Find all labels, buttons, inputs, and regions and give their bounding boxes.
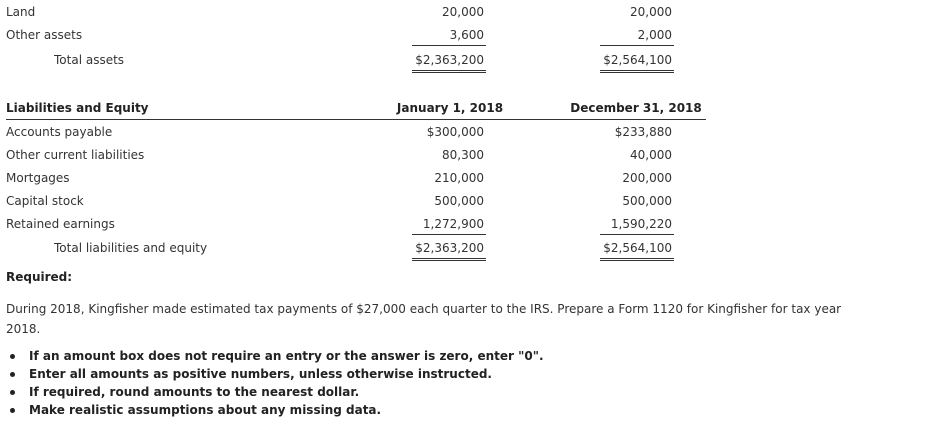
double-rule [412, 258, 486, 259]
bullet-icon [10, 390, 15, 395]
instruction-list [10, 347, 544, 419]
header-rule [6, 119, 706, 120]
dec-value: $233,880 [614, 125, 672, 139]
header-dec: December 31, 2018 [570, 101, 702, 115]
table-row [0, 191, 928, 211]
row-label: Other assets [6, 28, 83, 42]
bullet-icon [10, 408, 15, 413]
double-rule [600, 70, 674, 71]
row-label: Mortgages [6, 171, 70, 185]
jan-value: 80,300 [442, 148, 484, 162]
jan-total: $2,363,200 [415, 241, 484, 255]
table-row [0, 2, 928, 22]
double-rule [412, 260, 486, 261]
dec-value: 200,000 [622, 171, 672, 185]
double-rule [600, 72, 674, 73]
dec-value: 40,000 [630, 148, 672, 162]
double-rule [600, 260, 674, 261]
header-jan: January 1, 2018 [396, 101, 504, 115]
table-row [0, 25, 928, 45]
row-label: Retained earnings [6, 217, 115, 231]
double-rule [412, 72, 486, 73]
list-item [10, 365, 544, 383]
bullet-icon [10, 372, 15, 377]
double-rule [600, 258, 674, 259]
row-label: Accounts payable [6, 125, 113, 139]
table-row [0, 122, 928, 142]
table-row [0, 168, 928, 188]
subtotal-rule [412, 45, 486, 46]
dec-value: 1,590,220 [610, 217, 672, 231]
dec-value: 20,000 [630, 5, 672, 19]
list-item-text: Make realistic assumptions about any missing data. [29, 403, 382, 417]
table-row [0, 214, 928, 234]
total-assets-row [0, 50, 928, 70]
dec-total: $2,564,100 [603, 53, 672, 67]
dec-value: 2,000 [637, 28, 672, 42]
jan-total: $2,363,200 [415, 53, 484, 67]
jan-value: 1,272,900 [422, 217, 484, 231]
list-item-text: If required, round amounts to the nearest dollar. [29, 385, 360, 399]
table-header [0, 98, 928, 118]
row-label: Other current liabilities [6, 148, 145, 162]
dec-value: 500,000 [622, 194, 672, 208]
jan-value: 3,600 [449, 28, 484, 42]
total-label: Total liabilities and equity [54, 241, 208, 255]
double-rule [412, 70, 486, 71]
row-label: Land [6, 5, 36, 19]
total-label: Total assets [54, 53, 125, 67]
list-item [10, 347, 544, 365]
instruction-text: During 2018, Kingfisher made estimated tax payments of $27,000 each quarter to the IRS. Prepare a Form 1120 for Kingfisher for tax year 2018. [6, 302, 842, 336]
required-heading: Required: [6, 270, 73, 284]
jan-value: 210,000 [434, 171, 484, 185]
jan-value: $300,000 [426, 125, 484, 139]
list-item [10, 383, 544, 401]
total-liabilities-row [0, 238, 928, 258]
jan-value: 20,000 [442, 5, 484, 19]
table-row [0, 145, 928, 165]
list-item-text: Enter all amounts as positive numbers, unless otherwise instructed. [29, 367, 492, 381]
header-label: Liabilities and Equity [6, 101, 149, 115]
subtotal-rule [412, 234, 486, 235]
subtotal-rule [600, 234, 674, 235]
row-label: Capital stock [6, 194, 84, 208]
dec-total: $2,564,100 [603, 241, 672, 255]
jan-value: 500,000 [434, 194, 484, 208]
bullet-icon [10, 354, 15, 359]
list-item-text: If an amount box does not require an entry or the answer is zero, enter "0". [29, 349, 544, 363]
subtotal-rule [600, 45, 674, 46]
list-item [10, 401, 544, 419]
